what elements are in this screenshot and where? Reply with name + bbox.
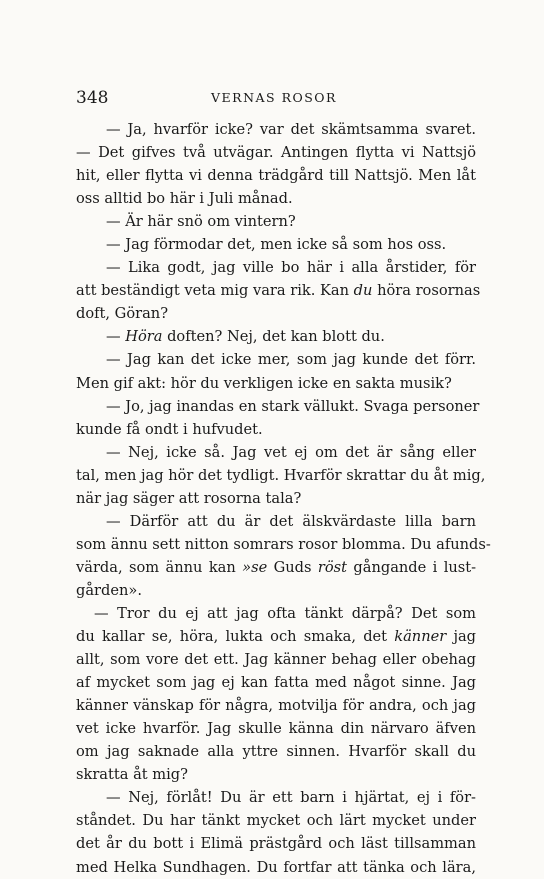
text-line: tal, men jag hör det tydligt. Hvarför skrattar du åt mig, bbox=[76, 466, 486, 484]
text-line: — Därför att du är det älskvärdaste lilla barn bbox=[106, 512, 476, 530]
text-line: kunde få ondt i hufvudet. bbox=[76, 420, 263, 438]
text-line: med Helka Sundhagen. Du fortfar att tänka och lära, bbox=[76, 858, 476, 876]
page-number: 348 bbox=[76, 88, 109, 108]
text-line: när jag säger att rosorna tala? bbox=[76, 489, 302, 507]
emphasized-word: känner bbox=[394, 628, 447, 646]
text-line: hit, eller flytta vi denna trädgård till Nattsjö. Men låt bbox=[76, 167, 476, 185]
page-header bbox=[76, 88, 472, 108]
text-line: — Jo, jag inandas en stark vällukt. Svaga personer bbox=[106, 397, 480, 415]
text-line: — Tror du ej att jag ofta tänkt därpå? Det som bbox=[94, 604, 476, 622]
running-title: VERNAS ROSOR bbox=[211, 90, 337, 105]
text-line: — Höra doften? Nej, det kan blott du. bbox=[106, 328, 385, 346]
text-line: — Jag kan det icke mer, som jag kunde det förr. bbox=[106, 351, 476, 369]
text-line: — Ja, hvarför icke? var det skämtsamma svaret. bbox=[106, 121, 476, 138]
text-line: — Nej, icke så. Jag vet ej om det är sång eller bbox=[106, 443, 476, 461]
text-line: gården». bbox=[76, 581, 142, 599]
emphasized-word: röst bbox=[317, 558, 348, 576]
text-line: — Lika godt, jag ville bo här i alla årstider, för bbox=[106, 259, 476, 277]
text-line: doft, Göran? bbox=[76, 305, 169, 323]
text-line: det år du bott i Elimä prästgård och läst tillsamman bbox=[76, 835, 476, 853]
text-line: — Nej, förlåt! Du är ett barn i hjärtat, ej i för- bbox=[106, 789, 476, 807]
text-line: af mycket som jag ej kan fatta med något sinne. Jag bbox=[76, 674, 476, 692]
text-line: oss alltid bo här i Juli månad. bbox=[76, 190, 293, 208]
text-line: Men gif akt: hör du verkligen icke en sakta musik? bbox=[76, 374, 452, 392]
emphasized-word: »se bbox=[242, 558, 268, 576]
emphasized-word: du bbox=[353, 282, 373, 300]
text-line: som ännu sett nitton somrars rosor blomma. Du afunds- bbox=[76, 535, 491, 553]
text-line: vet icke hvarför. Jag skulle känna din närvaro äfven bbox=[76, 720, 476, 738]
text-line: att beständigt veta mig vara rik. Kan du höra rosornas bbox=[76, 282, 481, 300]
text-line: ståndet. Du har tänkt mycket och lärt mycket under bbox=[76, 812, 476, 830]
text-line: — Jag förmodar det, men icke så som hos oss. bbox=[106, 236, 447, 254]
text-line: — Det gifves två utvägar. Antingen flytta vi Nattsjö bbox=[76, 144, 476, 162]
text-line: värda, som ännu kan »se Guds röst gångande i lust- bbox=[76, 558, 477, 576]
text-line: — Är här snö om vintern? bbox=[106, 213, 296, 231]
body-text bbox=[76, 118, 491, 879]
text-line: skratta åt mig? bbox=[76, 766, 188, 784]
text-line: om jag saknade alla yttre sinnen. Hvarför skall du bbox=[76, 743, 476, 761]
text-line: allt, som vore det ett. Jag känner behag eller obehag bbox=[76, 651, 476, 669]
text-line: känner vänskap för några, motvilja för andra, och jag bbox=[76, 697, 476, 715]
emphasized-word: Höra bbox=[125, 328, 163, 346]
text-line: du kallar se, höra, lukta och smaka, det känner jag bbox=[76, 628, 477, 646]
